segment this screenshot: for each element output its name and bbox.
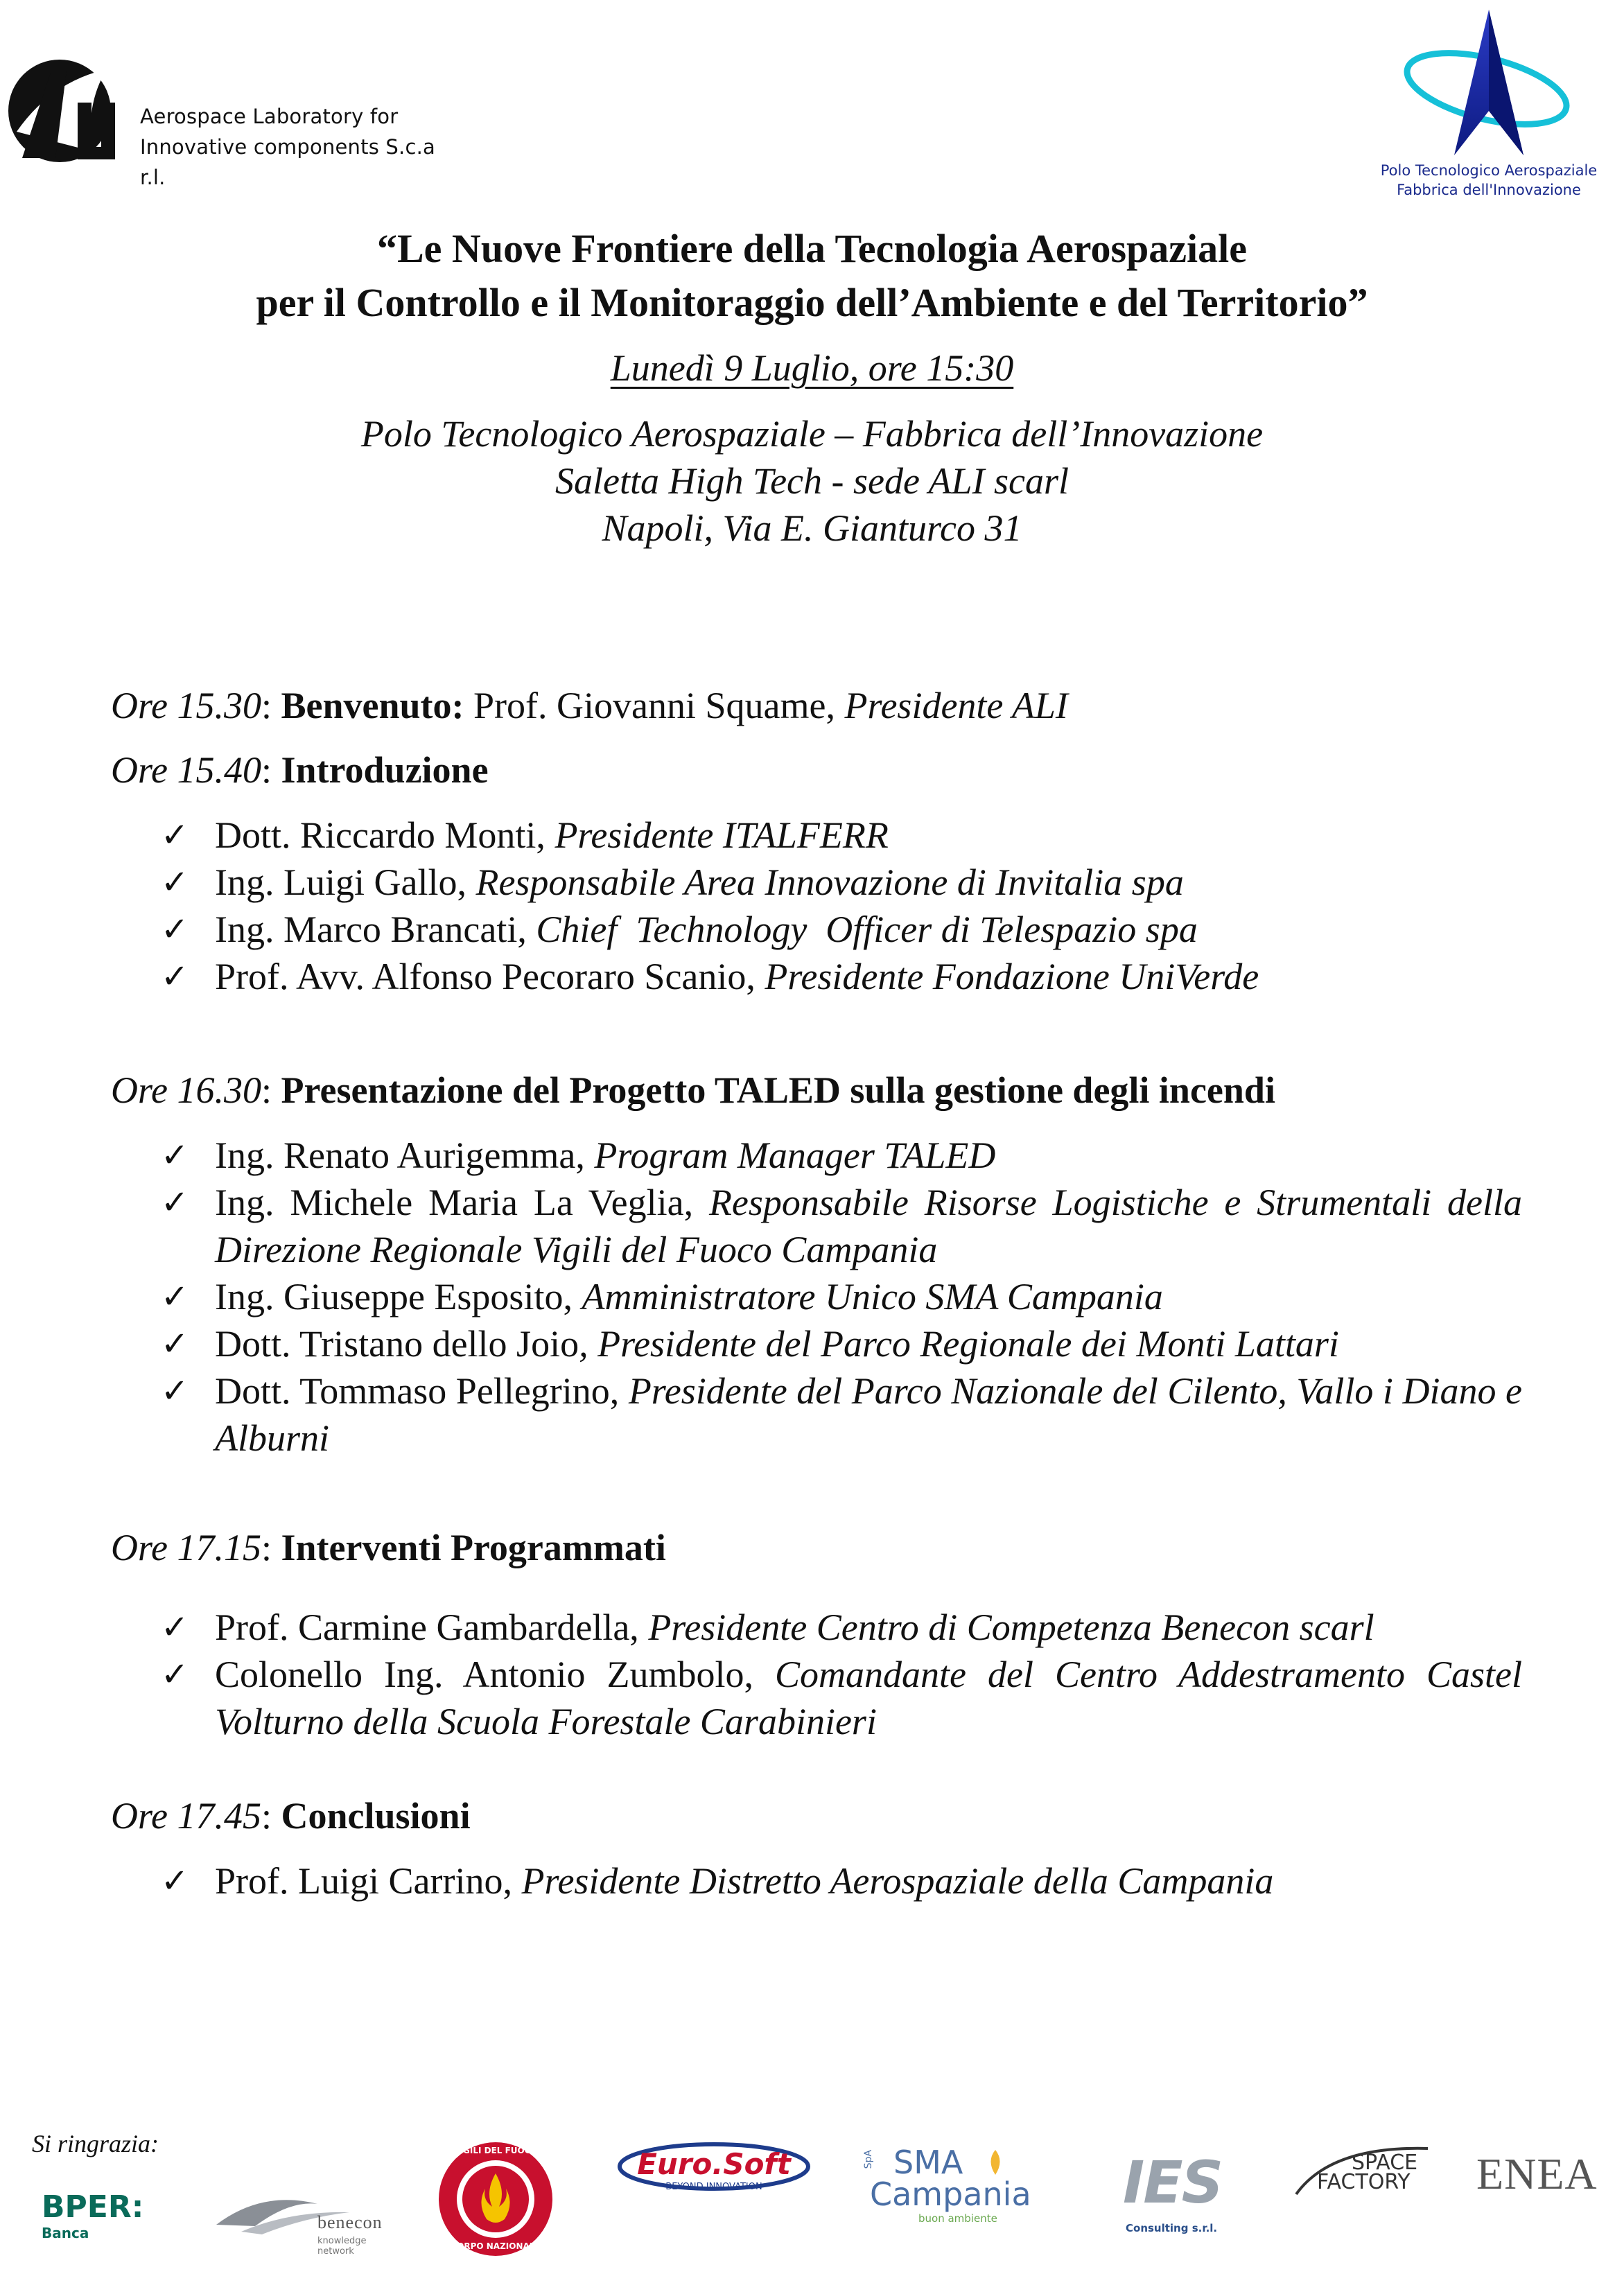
ies-logo <box>1116 2148 1227 2252</box>
agenda-session-conclusioni <box>111 1792 471 1839</box>
speaker-role: Program Manager TALED <box>594 1135 996 1176</box>
speaker-name: Dott. Riccardo Monti, <box>215 814 555 856</box>
vvf-top-text: VIGILI DEL FUOCO <box>453 2146 538 2155</box>
speaker-role: Chief Technology Officer di Telespazio spa <box>536 909 1198 950</box>
sma-line1: SMA <box>893 2144 963 2181</box>
benecon-sub: knowledge network <box>317 2236 367 2257</box>
speaker-role: , Presidente del Parco Regionale dei Monti Lattari <box>579 1323 1339 1365</box>
session-person: Prof. Giovanni Squame, <box>464 685 845 726</box>
check-icon: ✓ <box>161 1372 189 1410</box>
event-title-line1: “Le Nuove Frontiere della Tecnologia Aerospaziale <box>377 226 1247 271</box>
vvf-bottom-text: CORPO NAZIONALE <box>451 2241 541 2251</box>
spacefactory-line1: SPACE <box>1352 2151 1418 2175</box>
speaker-name: Ing. Michele Maria La Veglia, <box>215 1182 709 1223</box>
event-venue-line3: Napoli, Via E. Gianturco 31 <box>602 507 1022 549</box>
ali-logo <box>0 49 444 189</box>
session-sep: : <box>261 749 281 791</box>
enea-name: ENEA <box>1476 2149 1598 2198</box>
bper-sub: Banca <box>42 2225 89 2241</box>
speaker-name: Prof. Luigi Carrino, <box>215 1860 522 1902</box>
check-icon: ✓ <box>161 1608 189 1647</box>
sma-leaf-icon <box>985 2148 1006 2176</box>
sma-prefix: SpA <box>863 2150 874 2169</box>
ies-name: IES <box>1123 2148 1223 2216</box>
speaker-role: Presidente del Parco Nazionale del Cilento, Vallo i Diano e Alburni <box>215 1370 1522 1459</box>
speaker-name: Prof. Carmine Gambardella, <box>215 1607 649 1648</box>
sma-logo <box>863 2146 1043 2250</box>
check-icon: ✓ <box>161 1862 189 1900</box>
spacefactory-line2: FACTORY <box>1317 2170 1411 2194</box>
speaker-name: Dott. Tommaso Pellegrino, <box>215 1370 629 1412</box>
vvf-seal-icon <box>437 2140 555 2258</box>
session-time: Ore 15.30 <box>111 685 261 726</box>
check-icon: ✓ <box>161 910 189 949</box>
speaker-name: Prof. Avv. Alfonso Pecoraro Scanio, <box>215 956 765 997</box>
bper-logo <box>42 2189 144 2246</box>
speaker-name: Ing. Marco Brancati, <box>215 909 536 950</box>
session-time: Ore 17.15 <box>111 1527 261 1568</box>
polo-star-icon <box>1386 7 1594 159</box>
speaker-role: Presidente Distretto Aerospaziale della Campania <box>521 1860 1274 1902</box>
vvf-logo <box>437 2140 555 2258</box>
check-icon: ✓ <box>161 863 189 902</box>
sma-sub: buon ambiente <box>918 2212 997 2225</box>
session-heading: Conclusioni <box>281 1795 471 1837</box>
check-icon: ✓ <box>161 1183 189 1222</box>
spacefactory-logo <box>1289 2139 1442 2208</box>
eurosoft-sub: BEYOND INNOVATION <box>665 2182 762 2192</box>
benecon-logo <box>213 2183 401 2257</box>
session-time: Ore 15.40 <box>111 749 261 791</box>
enea-logo <box>1476 2148 1608 2204</box>
agenda-session-intro <box>111 746 489 794</box>
ali-emblem-icon <box>3 54 141 172</box>
speaker-name: Ing. Luigi Gallo, <box>215 861 476 903</box>
session-heading: Introduzione <box>281 749 489 791</box>
session-heading: Interventi Programmati <box>281 1527 666 1568</box>
check-icon: ✓ <box>161 1324 189 1363</box>
speaker-name: Ing. Renato Aurigemma, <box>215 1135 595 1176</box>
eurosoft-name: Euro.Soft <box>637 2147 791 2181</box>
check-icon: ✓ <box>161 816 189 855</box>
agenda-session-welcome <box>111 682 1068 729</box>
ali-logo-line2: Innovative components S.c.a r.l. <box>140 135 435 189</box>
speaker-role: Comandante del Centro Addestramento Castel Volturno della Scuola Forestale Carabinieri <box>215 1654 1522 1742</box>
polo-logo-line2: Fabbrica dell'Innovazione <box>1397 182 1581 198</box>
ali-logo-text <box>140 101 444 193</box>
event-title-line2: per il Controllo e il Monitoraggio dell’Ambiente e del Territorio” <box>256 280 1368 325</box>
speaker-name: Dott. Tristano dello Joio <box>215 1323 579 1365</box>
event-date: Lunedì 9 Luglio, ore 15:30 <box>610 347 1014 389</box>
polo-logo <box>1359 7 1622 208</box>
event-venue-line1: Polo Tecnologico Aerospaziale – Fabbrica dell’Innovazione <box>360 413 1264 455</box>
session-sep: : <box>261 1795 281 1837</box>
speaker-role: Presidente Centro di Competenza Benecon scarl <box>648 1607 1374 1648</box>
check-icon: ✓ <box>161 1136 189 1175</box>
polo-logo-line1: Polo Tecnologico Aerospaziale <box>1380 162 1598 179</box>
eurosoft-logo <box>617 2142 811 2204</box>
agenda-session-interventi <box>111 1524 666 1571</box>
check-icon: ✓ <box>161 1277 189 1316</box>
session-time: Ore 16.30 <box>111 1069 261 1111</box>
speaker-role: Responsabile Risorse Logistiche e Strumentali della Direzione Regionale Vigili del Fuoco Campania <box>215 1182 1522 1270</box>
check-icon: ✓ <box>161 1655 189 1694</box>
session-heading: Benvenuto: <box>281 685 464 726</box>
session-heading: Presentazione del Progetto TALED sulla gestione degli incendi <box>281 1069 1275 1111</box>
speaker-role: Amministratore Unico SMA Campania <box>582 1276 1163 1318</box>
speaker-role: Presidente ITALFERR <box>555 814 889 856</box>
thanks-label: Si ringrazia: <box>32 2130 159 2157</box>
bper-name: BPER: <box>42 2189 144 2225</box>
speaker-role: Responsabile Area Innovazione di Invitalia spa <box>475 861 1184 903</box>
session-role: Presidente ALI <box>844 685 1068 726</box>
ali-logo-line1: Aerospace Laboratory for <box>140 105 399 128</box>
benecon-name: benecon <box>317 2212 383 2232</box>
session-sep: : <box>261 1069 281 1111</box>
agenda-session-taled <box>111 1067 1275 1114</box>
check-icon: ✓ <box>161 957 189 996</box>
session-sep: : <box>261 1527 281 1568</box>
speaker-name: Colonello Ing. Antonio Zumbolo, <box>215 1654 776 1695</box>
polo-logo-text <box>1371 161 1607 200</box>
speaker-role: Presidente Fondazione UniVerde <box>765 956 1259 997</box>
session-sep: : <box>261 685 281 726</box>
ies-sub: Consulting s.r.l. <box>1126 2222 1218 2234</box>
speaker-name: Ing. Giuseppe Esposito, <box>215 1276 582 1318</box>
sma-line2: Campania <box>870 2176 1031 2213</box>
session-time: Ore 17.45 <box>111 1795 261 1837</box>
event-venue-line2: Saletta High Tech - sede ALI scarl <box>555 460 1069 502</box>
